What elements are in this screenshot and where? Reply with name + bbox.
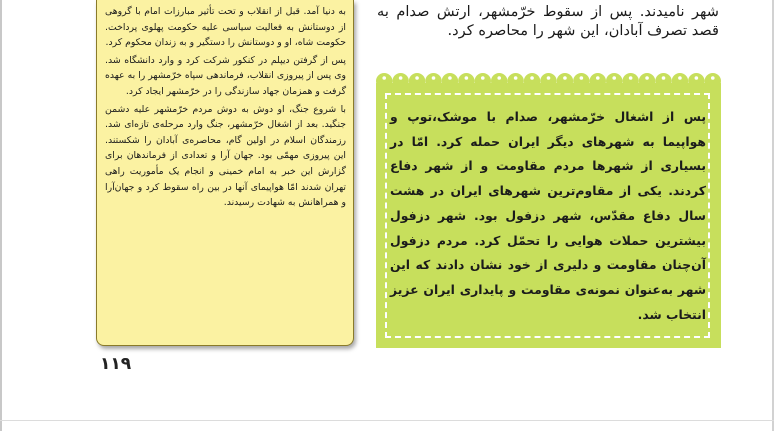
scallop-dot	[711, 76, 715, 80]
highlight-box-text: پس از اشغال خرّمشهر، صدام با موشک،توپ و هواپیما به شهرهای دیگر ایران حمله کرد. امّا در بسیاری از شهرها مردم مقاومت و از شهر دفاع کردند. یکی از مقاوم‌ترین شهرهای ایران در هشت سال دفاع مقدّس، شهر دزفول بود. شهر دزفول بیشترین حملات هوایی را تحمّل کرد. مردم دزفول آن‌چنان مقاومت و دلیری از خود نشان دادند که این شهر به‌عنوان نمونه‌ی مقاومت و پایداری ایران عزیز انتخاب شد.	[390, 109, 706, 322]
body-text-top: شهر نامیدند. پس از سقوط خرّمشهر، ارتش صدام به قصد تصرف آبادان، این شهر را محاصره کرد.	[377, 3, 719, 39]
scallop-dot	[612, 76, 616, 80]
scallop-dot	[596, 76, 600, 80]
scallop-dot	[695, 76, 699, 80]
page-right-border	[772, 0, 774, 431]
scallop-dot	[514, 76, 518, 80]
scallop-dot	[580, 76, 584, 80]
scallop-dot	[382, 76, 386, 80]
highlight-box-body	[376, 83, 721, 348]
page-bottom-border	[0, 420, 774, 421]
scallop-dot	[399, 76, 403, 80]
scallop-dot	[645, 76, 649, 80]
page-left-border	[0, 0, 2, 431]
scallop-dot	[432, 76, 436, 80]
scallop-dot	[530, 76, 534, 80]
scallop-dot	[497, 76, 501, 80]
scallop-dot	[415, 76, 419, 80]
scallop-dot	[481, 76, 485, 80]
highlight-box	[376, 69, 721, 348]
scallop-dot	[629, 76, 633, 80]
scallop-dot	[448, 76, 452, 80]
scallop-dot	[563, 76, 567, 80]
side-note-paragraph: با شروع جنگ، او دوش به دوش مردم خرّمشهر علیه دشمن جنگید. بعد از اشغال خرّمشهر، جنگ وارد مرحله‌ی تازه‌ای شد. رزمندگان اسلام در اولین گام، محاصره‌ی آبادان را شکستند. این پیروزی مهمّی بود. جهان آرا و تعدادی از فرماندهان برای گزارش این خبر به امام خمینی و انجام یک مأموریت راهی تهران شدند امّا هواپیمای آنها در بین راه سقوط کرد و جهان‌آرا و همراهانش به شهادت رسیدند.	[105, 103, 346, 209]
scallop-dot	[678, 76, 682, 80]
side-note-paragraph: پس از گرفتن دیپلم در کنکور شرکت کرد و وارد دانشگاه شد. وی پس از پیروزی انقلاب، فرماندهی سپاه خرّمشهر را به عهده گرفت و همزمان جهاد سازندگی را در خرّمشهر ایجاد کرد.	[105, 54, 346, 97]
side-note-paragraph: به دنیا آمد. قبل از انقلاب و تحت تأثیر مبارزات امام با گروهی از دوستانش به فعالیت سیاسی علیه حکومت پهلوی پرداخت. حکومت شاه، او و دوستانش را دستگیر و به زندان محکوم کرد.	[105, 6, 346, 49]
scallop-dot	[465, 76, 469, 80]
scallop-dot	[662, 76, 666, 80]
side-note-box	[96, 0, 354, 346]
page-number: ۱۱۹	[100, 354, 132, 374]
scallop-dot	[547, 76, 551, 80]
